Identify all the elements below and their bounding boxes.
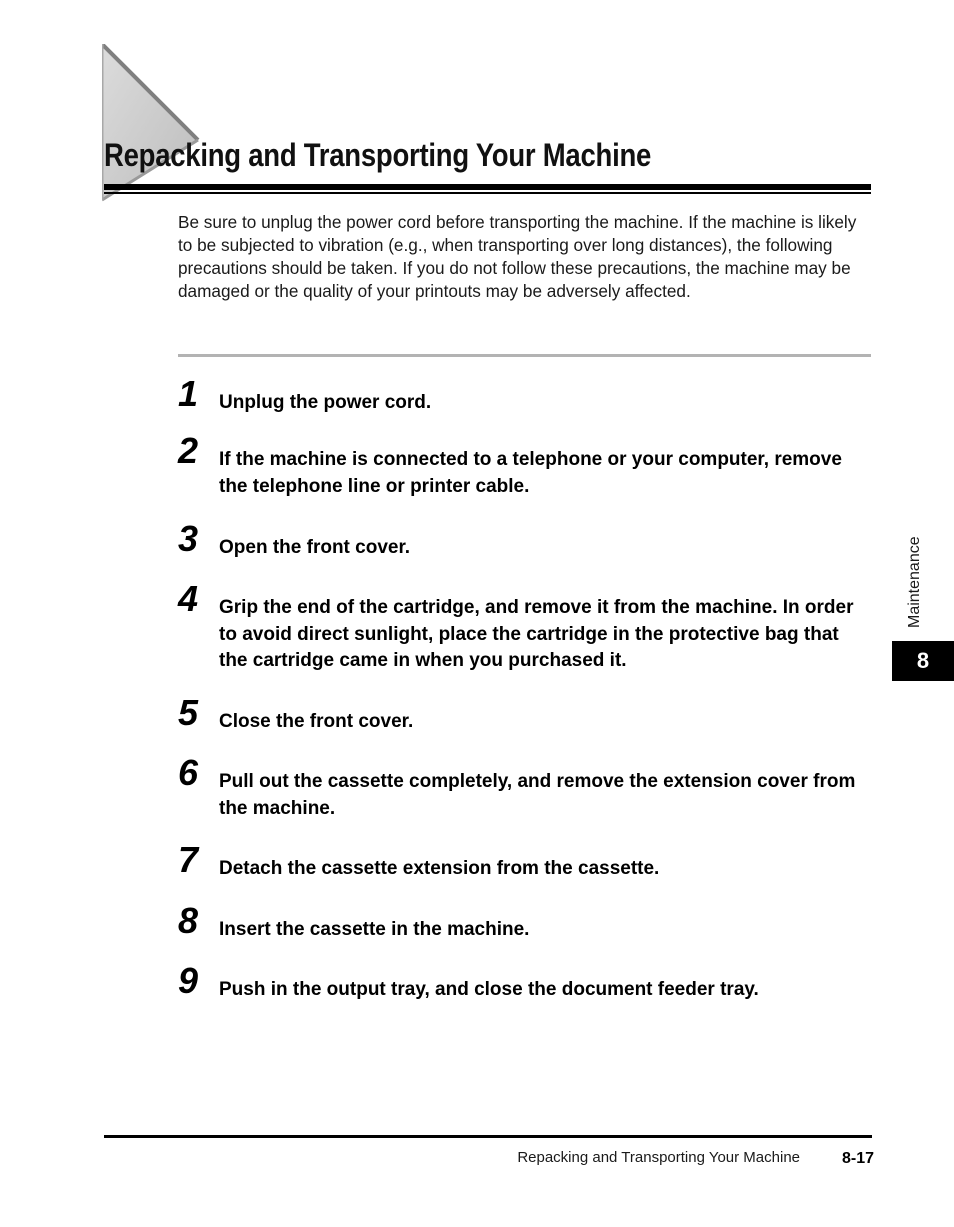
step-number: 9	[178, 960, 199, 1001]
step-text: Open the front cover.	[219, 537, 411, 558]
title-rule-secondary	[104, 192, 871, 194]
footer-title: Repacking and Transporting Your Machine	[517, 1149, 800, 1166]
step-text: Push in the output tray, and close the document feeder tray.	[219, 979, 759, 1000]
step-number: 7	[178, 839, 199, 880]
step-text: Insert the cassette in the machine.	[219, 919, 530, 940]
step-text: Pull out the cassette completely, and remove the extension cover from the machine.	[219, 771, 856, 819]
section-divider	[178, 354, 871, 357]
step-number: 1	[178, 373, 199, 414]
step-number: 5	[178, 692, 199, 733]
footer-rule	[104, 1135, 872, 1138]
step-number: 3	[178, 518, 199, 559]
page-title: Repacking and Transporting Your Machine	[104, 137, 652, 173]
step-text: If the machine is connected to a telephone or your computer, remove the telephone line or printer cable.	[219, 449, 842, 497]
title-rule	[104, 184, 871, 190]
page-number: 8-17	[841, 1150, 874, 1167]
chapter-tab: 8	[892, 641, 954, 681]
step-number: 6	[178, 752, 199, 793]
step-text: Unplug the power cord.	[219, 392, 432, 413]
step-text: Close the front cover.	[219, 711, 414, 732]
step-text: Detach the cassette extension from the cassette.	[219, 858, 660, 879]
intro-paragraph: Be sure to unplug the power cord before transporting the machine. If the machine is likely to be subjected to vibration (e.g., when transporting over long distances), the following precautions should be taken. If you do not follow these precautions, the machine may be damaged or the quality of your printouts may be adversely affected.	[178, 212, 857, 301]
step-number: 4	[178, 578, 199, 619]
chapter-side-label: Maintenance	[906, 536, 923, 628]
step-text: Grip the end of the cartridge, and remove it from the machine. In order to avoid direct sunlight, place the cartridge in the protective bag that the cartridge came in when you purchased it.	[219, 597, 854, 671]
corner-triangle-decoration	[102, 44, 202, 202]
step-number: 2	[178, 430, 199, 471]
step-number: 8	[178, 900, 199, 941]
